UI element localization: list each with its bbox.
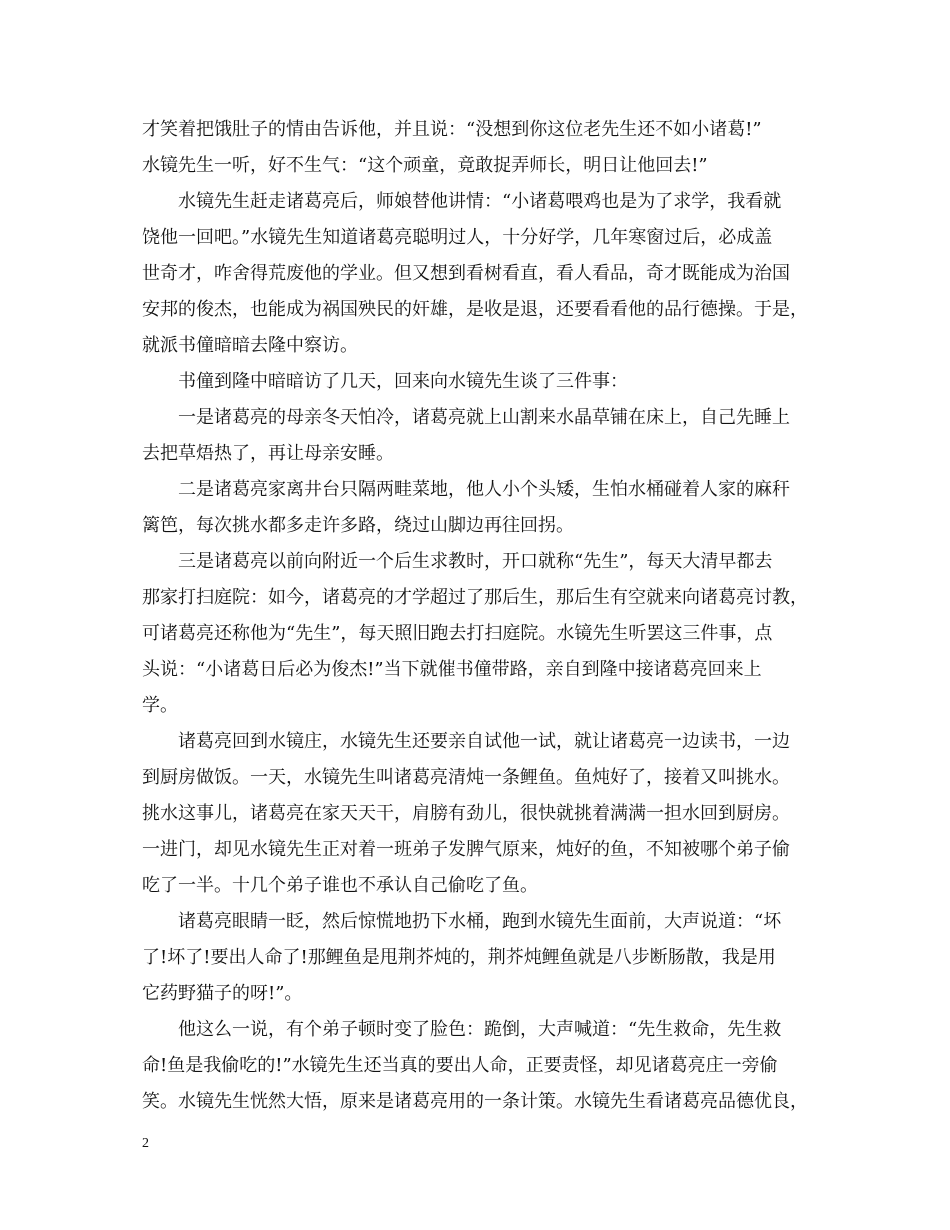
text-line: 就派书僮暗暗去隆中察访。: [142, 335, 358, 356]
page-number: 2: [142, 1136, 149, 1151]
paragraph-start-line: 他这么一说，有个弟子顿时变了脸色：跪倒，大声喊道：“先生救命，先生救: [178, 1019, 782, 1040]
text-line: 吃了一半。十几个弟子谁也不承认自己偷吃了鱼。: [142, 875, 538, 896]
text-line: 饶他一回吧。”水镜先生知道诸葛亮聪明过人，十分好学，几年寒窗过后，必成盖: [142, 227, 773, 248]
text-line: 可诸葛亮还称他为“先生”，每天照旧跑去打扫庭院。水镜先生听罢这三件事，点: [142, 623, 773, 644]
text-line: 篱笆，每次挑水都多走许多路，绕过山脚边再往回拐。: [142, 515, 574, 536]
text-line: 到厨房做饭。一天，水镜先生叫诸葛亮清炖一条鲤鱼。鱼炖好了，接着又叫挑水。: [142, 767, 790, 788]
text-line: 一进门，却见水镜先生正对着一班弟子发脾气原来，炖好的鱼，不知被哪个弟子偷: [142, 839, 790, 860]
text-line: 去把草焐热了，再让母亲安睡。: [142, 443, 394, 464]
text-line: 安邦的俊杰，也能成为祸国殃民的奸雄，是收是退，还要看看他的品行德操。于是，: [142, 299, 808, 320]
text-line: 头说：“小诸葛日后必为俊杰!”当下就催书僮带路，亲自到隆中接诸葛亮回来上: [142, 659, 762, 680]
text-line: 它药野猫子的呀!”。: [142, 983, 303, 1004]
paragraph-start-line: 书僮到隆中暗暗访了几天，回来向水镜先生谈了三件事：: [178, 371, 628, 392]
text-line: 世奇才，咋舍得荒废他的学业。但又想到看树看直，看人看品，奇才既能成为治国: [142, 263, 790, 284]
text-line: 学。: [142, 695, 178, 716]
text-line: 才笑着把饿肚子的情由告诉他，并且说：“没想到你这位老先生还不如小诸葛!”: [142, 119, 762, 140]
paragraph-start-line: 二是诸葛亮家离井台只隔两畦菜地，他人小个头矮，生怕水桶碰着人家的麻秆: [178, 479, 790, 500]
text-line: 命!鱼是我偷吃的!”水镜先生还当真的要出人命，正要责怪，却见诸葛亮庄一旁偷: [142, 1055, 778, 1076]
paragraph-start-line: 诸葛亮回到水镜庄，水镜先生还要亲自试他一试，就让诸葛亮一边读书，一边: [178, 731, 790, 752]
text-line: 那家打扫庭院：如今，诸葛亮的才学超过了那后生，那后生有空就来向诸葛亮讨教，: [142, 587, 808, 608]
paragraph-start-line: 三是诸葛亮以前向附近一个后生求教时，开口就称“先生”，每天大清早都去: [178, 551, 773, 572]
paragraph-start-line: 一是诸葛亮的母亲冬天怕冷，诸葛亮就上山割来水晶草铺在床上，自己先睡上: [178, 407, 790, 428]
text-line: 了!坏了!要出人命了!那鲤鱼是甩荆芥炖的，荆芥炖鲤鱼就是八步断肠散，我是用: [142, 947, 776, 968]
paragraph-start-line: 水镜先生赶走诸葛亮后，师娘替他讲情：“小诸葛喂鸡也是为了求学，我看就: [178, 191, 782, 212]
paragraph-start-line: 诸葛亮眼睛一眨，然后惊慌地扔下水桶，跑到水镜先生面前，大声说道：“坏: [178, 911, 782, 932]
text-line: 水镜先生一听，好不生气：“这个顽童，竟敢捉弄师长，明日让他回去!”: [142, 155, 708, 176]
text-line: 笑。水镜先生恍然大悟，原来是诸葛亮用的一条计策。水镜先生看诸葛亮品德优良，: [142, 1091, 808, 1112]
text-line: 挑水这事儿，诸葛亮在家天天干，肩膀有劲儿，很快就挑着满满一担水回到厨房。: [142, 803, 790, 824]
